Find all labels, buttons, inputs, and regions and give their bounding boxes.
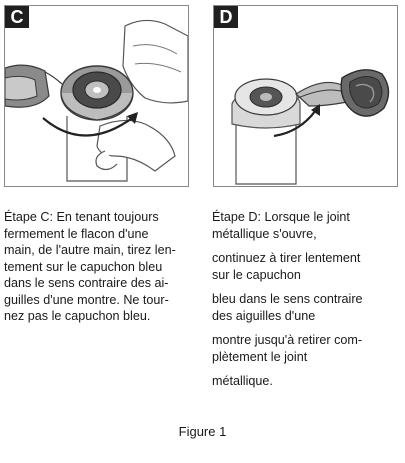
step-c-line: dans le sens contraire des ai- — [4, 276, 169, 290]
illustration-step-d — [213, 5, 398, 187]
illustration-step-c — [4, 5, 189, 187]
hand-removing-cap-illustration — [5, 6, 188, 186]
step-d-line: montre jusqu'à retirer com- — [212, 333, 363, 347]
step-c-caption — [4, 209, 194, 325]
step-d-line: métallique. — [212, 374, 273, 388]
step-c-line: guilles d'une montre. Ne tour- — [4, 292, 169, 307]
step-d-line: des aiguilles d'une — [212, 308, 316, 323]
figure-label: Figure 1 — [178, 424, 227, 439]
step-c-line: nez pas le capuchon bleu. — [4, 309, 151, 323]
step-c-line: main, de l'autre main, tirez len- — [4, 243, 176, 257]
step-d-line: Étape D: Lorsque le joint — [212, 210, 350, 224]
step-d-line: métallique s'ouvre, — [212, 226, 317, 241]
seal-removal-illustration — [214, 6, 397, 186]
step-d-badge: D — [214, 6, 238, 28]
step-c-badge: C — [5, 6, 29, 28]
step-d-line: sur le capuchon — [212, 267, 301, 282]
step-d-line: plètement le joint — [212, 349, 308, 364]
step-d-line: continuez à tirer lentement — [212, 251, 361, 265]
step-c-line: tement sur le capuchon bleu — [4, 259, 163, 274]
step-d-line: bleu dans le sens contraire — [212, 292, 363, 306]
step-c-line: fermement le flacon d'une — [4, 226, 149, 241]
step-c-line: Étape C: En tenant toujours — [4, 210, 159, 224]
step-d-caption — [212, 209, 402, 390]
